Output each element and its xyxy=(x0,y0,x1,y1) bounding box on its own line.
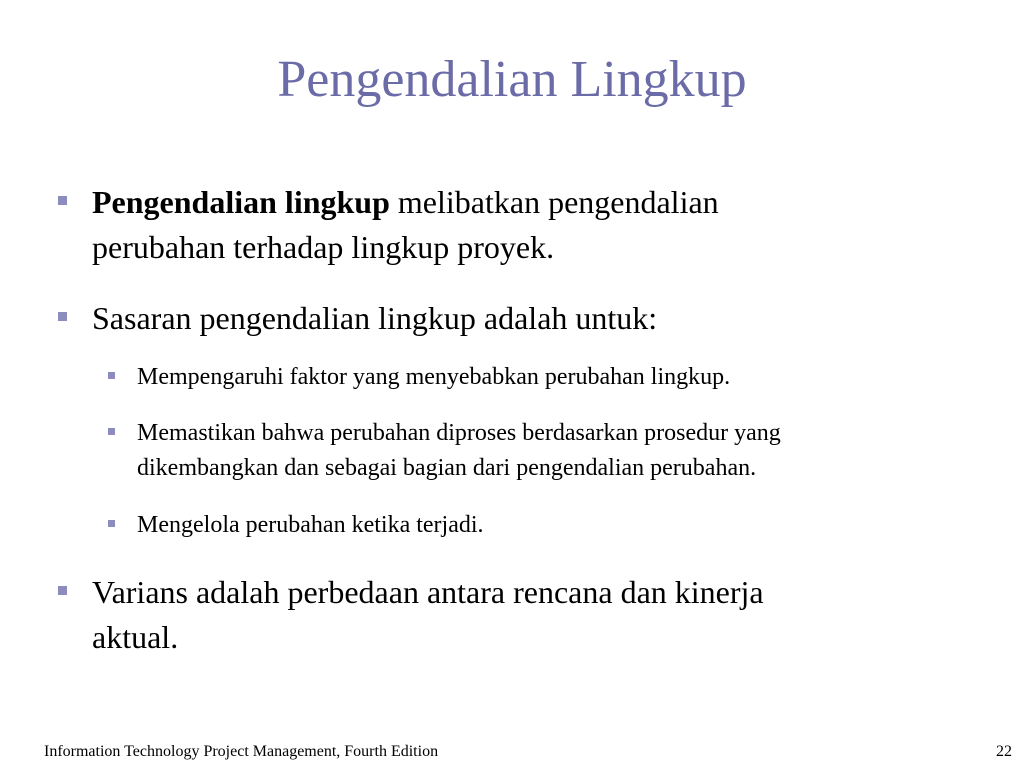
bullet-2-text: Sasaran pengendalian lingkup adalah untuk: xyxy=(92,300,658,336)
sub-bullet-item-2 xyxy=(137,416,781,486)
bullet-1-line-1 xyxy=(92,180,719,225)
square-bullet-icon xyxy=(108,520,115,527)
square-bullet-icon xyxy=(108,372,115,379)
sub-bullet-3-text: Mengelola perubahan ketika terjadi. xyxy=(137,512,484,538)
square-bullet-icon xyxy=(108,428,115,435)
bullet-item-3 xyxy=(92,570,764,660)
bullet-3-line-2: aktual. xyxy=(92,619,179,655)
square-bullet-icon xyxy=(58,586,67,595)
square-bullet-icon xyxy=(58,196,67,205)
bullet-item-1 xyxy=(92,180,719,270)
footer-source: Information Technology Project Management, Fourth Edition xyxy=(44,743,439,760)
bullet-1-line-2: perubahan terhadap lingkup proyek. xyxy=(92,229,555,265)
sub-bullet-2-line-2: dikembangkan dan sebagai bagian dari pengendalian perubahan. xyxy=(137,455,757,481)
bullet-3-line-1: Varians adalah perbedaan antara rencana dan kinerja xyxy=(92,574,764,610)
sub-bullet-item-3 xyxy=(137,508,484,543)
slide-title: Pengendalian Lingkup xyxy=(277,51,747,108)
bullet-1-bold-term: Pengendalian lingkup xyxy=(92,184,390,220)
sub-bullet-2-line-1: Memastikan bahwa perubahan diproses berdasarkan prosedur yang xyxy=(137,420,781,446)
sub-bullet-item-1 xyxy=(137,360,730,395)
bullet-1-text: melibatkan pengendalian xyxy=(389,184,719,220)
bullet-item-2 xyxy=(92,296,657,341)
sub-bullet-1-text: Mempengaruhi faktor yang menyebabkan perubahan lingkup. xyxy=(137,364,731,390)
page-number: 22 xyxy=(996,743,1012,760)
square-bullet-icon xyxy=(58,312,67,321)
